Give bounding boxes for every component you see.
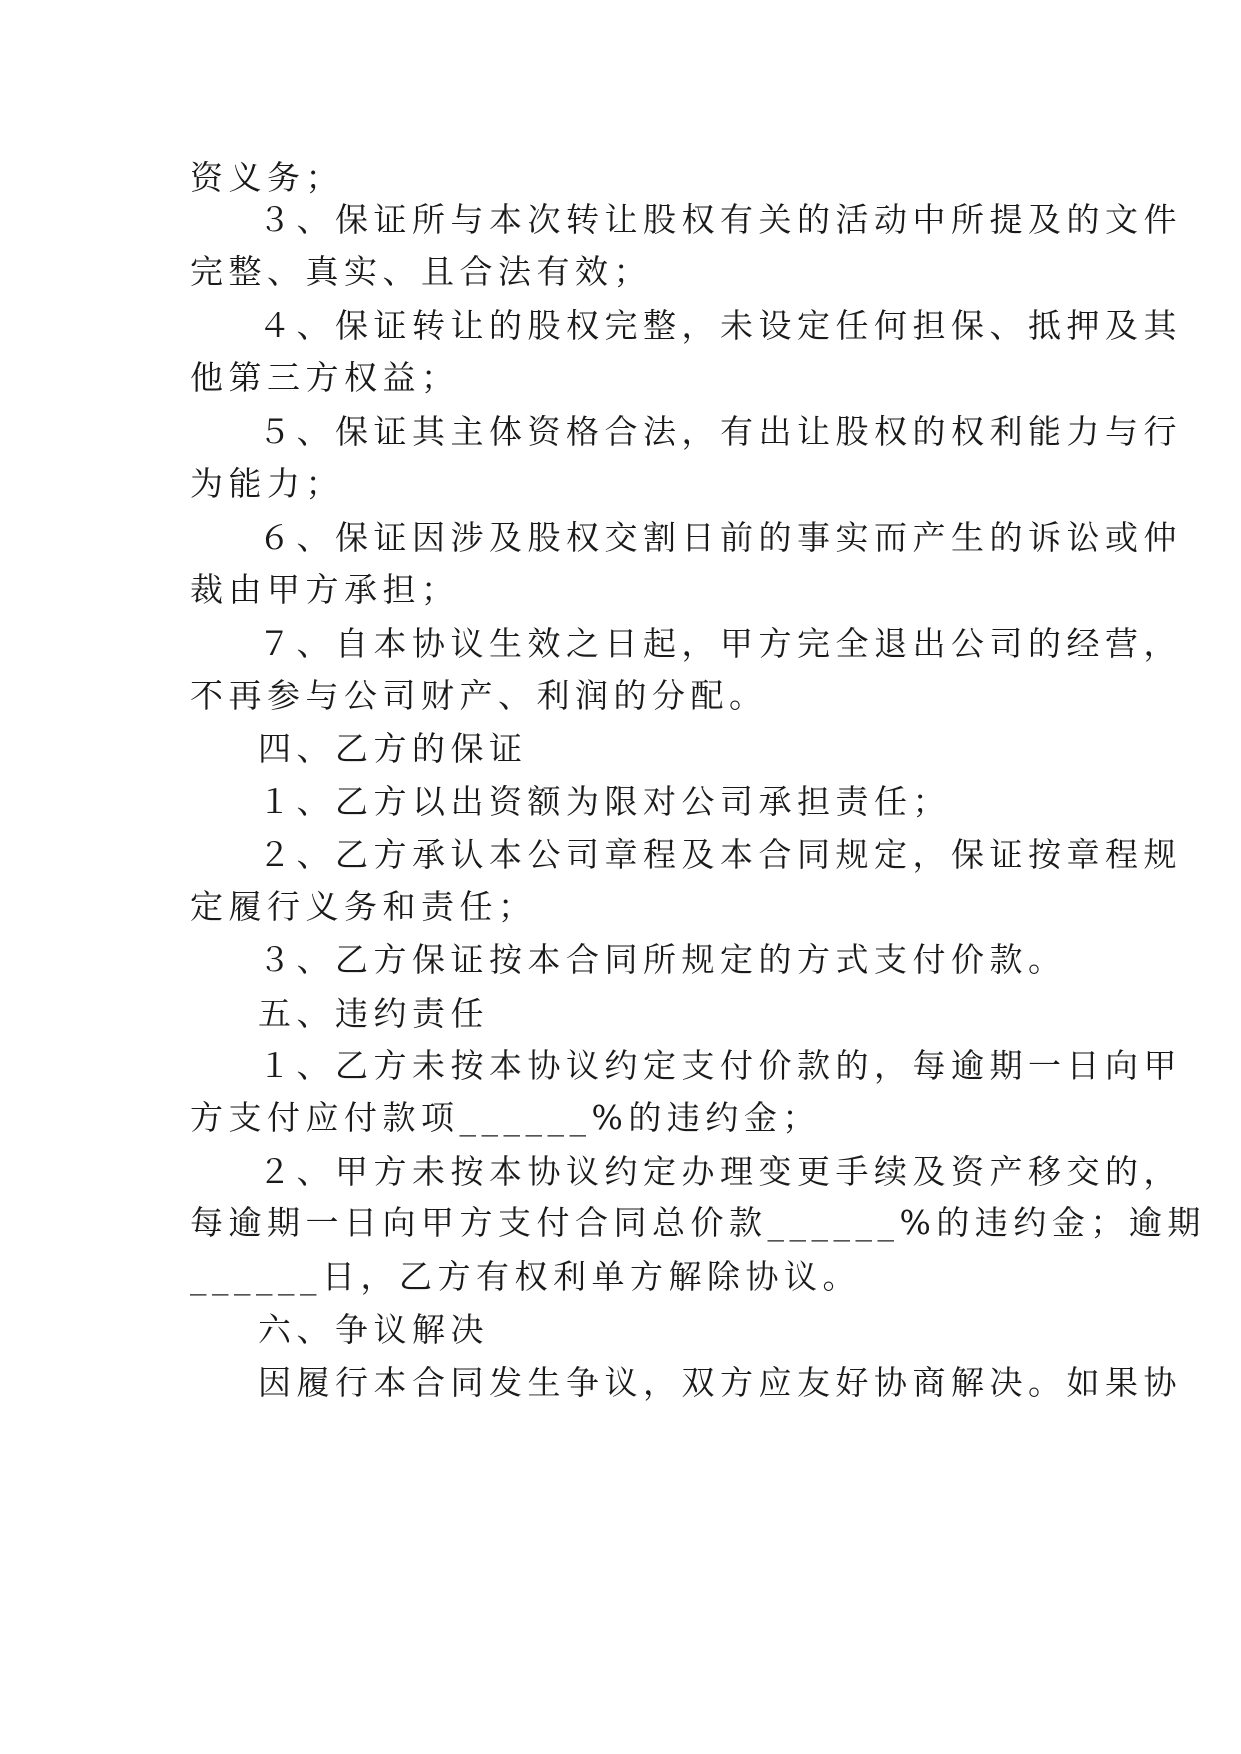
- text-line: 方支付应付款项______%的违约金；: [190, 1098, 821, 1137]
- clause-4-guarantee-equity: ４、保证转让的股权完整，未设定任何担保、抵押及其: [258, 306, 1182, 345]
- text-line: 每逾期一日向甲方支付合同总价款______%的违约金；逾期: [190, 1203, 1206, 1242]
- party-b-clause-2: ２、乙方承认本公司章程及本合同规定，保证按章程规: [258, 835, 1182, 874]
- section-heading-liability: 五、违约责任: [258, 994, 489, 1033]
- clause-7-exit-company: ７、自本协议生效之日起，甲方完全退出公司的经营，: [258, 624, 1182, 663]
- dispute-clause-text: 因履行本合同发生争议，双方应友好协商解决。如果协: [258, 1363, 1182, 1402]
- clause-6-guarantee-litigation: ６、保证因涉及股权交割日前的事实而产生的诉讼或仲: [258, 518, 1182, 557]
- party-b-clause-3: ３、乙方保证按本合同所规定的方式支付价款。: [258, 940, 1067, 979]
- text-line: 完整、真实、且合法有效；: [190, 252, 652, 291]
- text-line: 不再参与公司财产、利润的分配。: [190, 676, 768, 715]
- text-line: 为能力；: [190, 464, 344, 503]
- clause-5-guarantee-qualification: ５、保证其主体资格合法，有出让股权的权利能力与行: [258, 412, 1182, 451]
- text-line: ______日，乙方有权利单方解除协议。: [190, 1257, 861, 1296]
- section-heading-party-b-guarantee: 四、乙方的保证: [258, 729, 528, 768]
- text-line: 他第三方权益；: [190, 358, 460, 397]
- text-line: 资义务；: [190, 158, 344, 197]
- liability-clause-1: １、乙方未按本协议约定支付价款的，每逾期一日向甲: [258, 1046, 1182, 1085]
- text-line: 裁由甲方承担；: [190, 570, 460, 609]
- section-heading-dispute: 六、争议解决: [258, 1310, 489, 1349]
- clause-3-guarantee-documents: ３、保证所与本次转让股权有关的活动中所提及的文件: [258, 200, 1182, 239]
- text-line: 定履行义务和责任；: [190, 887, 537, 926]
- party-b-clause-1: １、乙方以出资额为限对公司承担责任；: [258, 782, 951, 821]
- liability-clause-2: ２、甲方未按本协议约定办理变更手续及资产移交的，: [258, 1152, 1182, 1191]
